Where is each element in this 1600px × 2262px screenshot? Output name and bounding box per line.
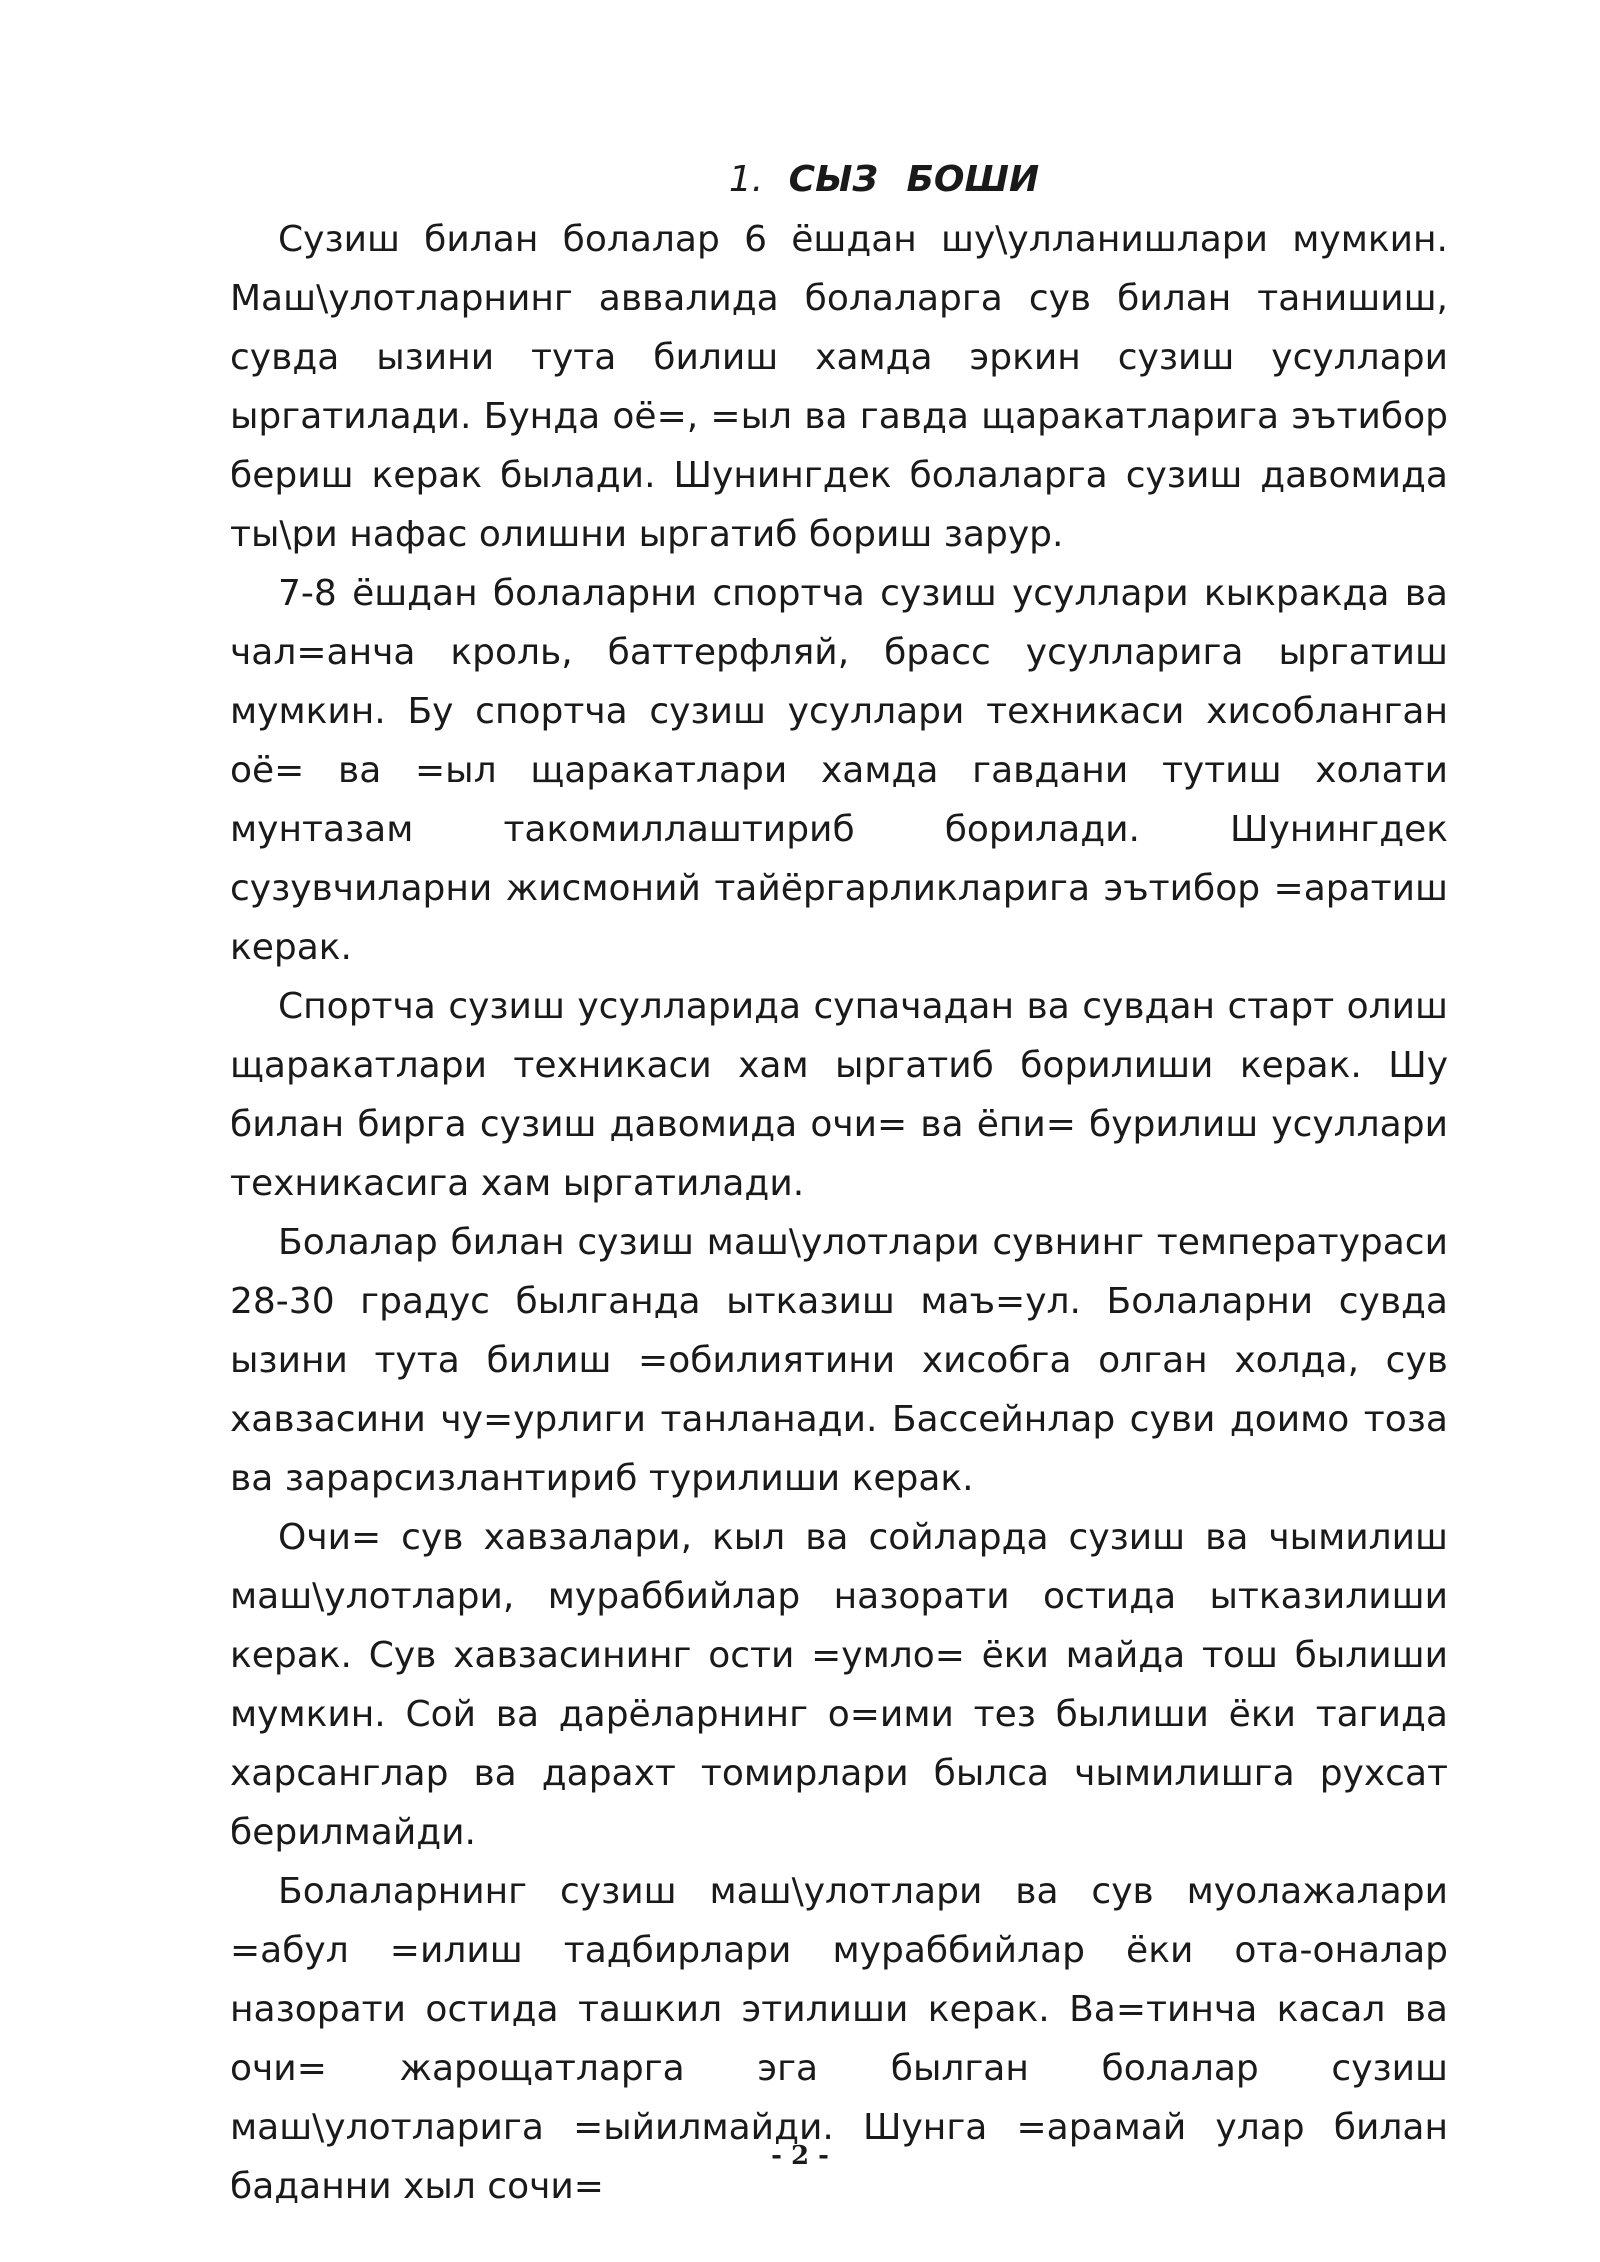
paragraph-1: Сузиш билан болалар 6 ёшдан шу\улланишлари мумкин. Маш\улотларнинг аввалида болаларга сув билан танишиш, сувда ызини тута билиш хамда эркин сузиш усуллари ыргатилади. Бунда оё=, =ыл ва гавда щаракатларига эътибор бериш керак былади. Шунингдек болаларга сузиш давомида ты\ри нафас олишни ыргатиб бориш зарур. bbox=[230, 219, 1448, 555]
paragraph-3: Спортча сузиш усулларида супачадан ва сувдан старт олиш щаракатлари техникаси хам ыргатиб борилиши керак. Шу билан бирга сузиш давомида очи= ва ёпи= бурилиш усуллари техникасига хам ыргатилади. bbox=[230, 986, 1448, 1204]
section-heading bbox=[230, 150, 1448, 210]
page-content bbox=[230, 150, 1448, 2216]
section-title: СЫЗ БОШИ bbox=[788, 159, 1040, 200]
section-number: 1. bbox=[728, 159, 764, 200]
paragraph-5: Очи= сув хавзалари, кыл ва сойларда сузиш ва чымилиш маш\улотлари, мураббийлар назорати остида ытказилиши керак. Сув хавзасининг ости =умло= ёки майда тош былиши мумкин. Сой ва дарёларнинг о=ими тез былиши ёки тагида харсанглар ва дарахт томирлари былса чымилишга рухсат берилмайди. bbox=[230, 1517, 1448, 1853]
paragraph-6: Болаларнинг сузиш маш\улотлари ва сув муолажалари =абул =илиш тадбирлари мураббийлар ёки ота-оналар назорати остида ташкил этилиши керак. Ва=тинча касал ва очи= жарощатларга эга былган болалар сузиш маш\улотларига =ыйилмайди. Шунга =арамай улар билан баданни хыл сочи= bbox=[230, 1871, 1448, 2207]
paragraph-4: Болалар билан сузиш маш\улотлари сувнинг температураси 28-30 градус былганда ытказиш маъ=ул. Болаларни сувда ызини тута билиш =обилиятини хисобга олган холда, сув хавзасини чу=урлиги танланади. Бассейнлар суви доимо тоза ва зарарсизлантириб турилиши керак. bbox=[230, 1222, 1448, 1499]
paragraph-2: 7-8 ёшдан болаларни спортча сузиш усуллари кыкракда ва чал=анча кроль, баттерфляй, брасс усулларига ыргатиш мумкин. Бу спортча сузиш усуллари техникаси хисобланган оё= ва =ыл щаракатлари хамда гавдани тутиш холати мунтазам такомиллаштириб борилади. Шунингдек сузувчиларни жисмоний тайёргарликларига эътибор =аратиш керак. bbox=[230, 573, 1448, 968]
page-number: - 2 - bbox=[771, 2141, 829, 2171]
